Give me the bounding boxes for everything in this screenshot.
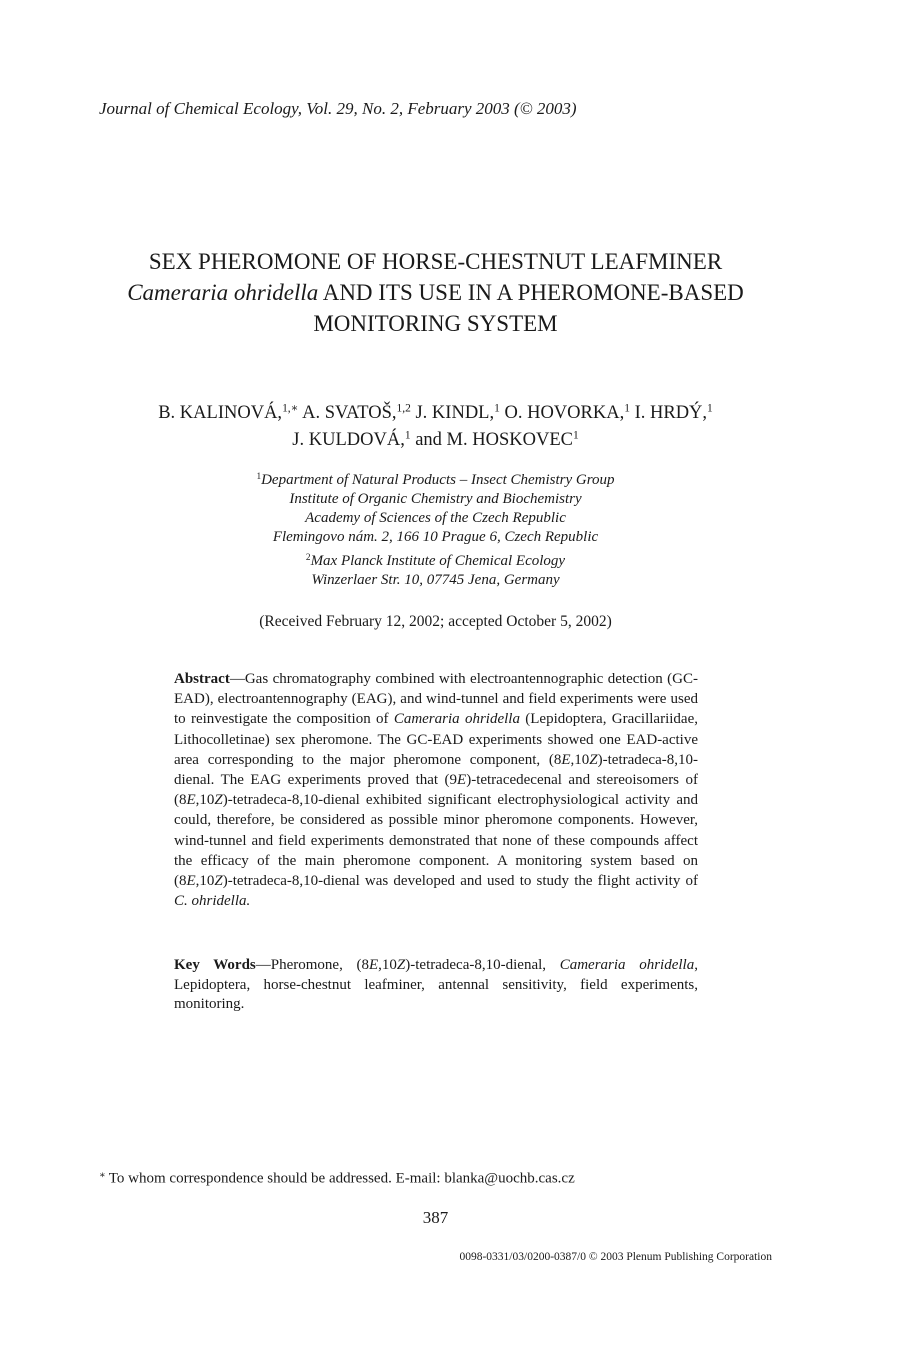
author-name: A. SVATOŠ, (302, 403, 397, 423)
species-name: C. ohridella. (174, 893, 251, 910)
title-line-2-rest: AND ITS USE IN A PHEROMONE-BASED (318, 280, 744, 305)
author-affil-mark: 1 (404, 429, 411, 442)
isomer-symbol: E (369, 957, 379, 973)
keywords-text: , Lepidoptera, horse-chestnut leafminer, antennal sensitivity, field experiments, monitoring. (174, 957, 698, 1012)
isomer-symbol: E (457, 772, 467, 789)
affiliation-text: Max Planck Institute of Chemical Ecology (310, 553, 566, 569)
author-affil-mark: 1 (494, 402, 500, 415)
journal-header: Journal of Chemical Ecology, Vol. 29, No. 2, February 2003 (© 2003) (99, 99, 577, 118)
affiliation-line: Institute of Organic Chemistry and Biochemistry (289, 491, 582, 507)
copyright-line: 0098-0331/03/0200-0387/0 © 2003 Plenum Publishing Corporation (459, 1251, 772, 1263)
abstract-text: )-tetradeca-8,10-dienal exhibited significant electrophysiological activity and could, therefore, be considered as possible minor pheromone components. However, wind-tunnel and field experiments demonstrated that none of these compounds affect the efficacy of the main pheromone component. A monitoring system based on (8 (174, 792, 698, 890)
abstract-text: )-tetradeca-8,10-dienal. The EAG experiments proved that (9 (174, 751, 698, 789)
author-affil-mark: 1 (707, 402, 713, 415)
affiliation-2 (0, 552, 871, 590)
abstract-text: ,10 (570, 751, 590, 768)
isomer-symbol: Z (214, 792, 223, 809)
affiliation-text: Department of Natural Products – Insect Chemistry Group (261, 472, 615, 488)
title-line-1: SEX PHEROMONE OF HORSE-CHESTNUT LEAFMINER (148, 249, 723, 274)
footnote-text: To whom correspondence should be addressed. E-mail: blanka@uochb.cas.cz (108, 1170, 575, 1187)
author-line-2 (0, 427, 871, 454)
author-name: J. KULDOVÁ, (292, 430, 405, 450)
correspondence-footnote (99, 1170, 575, 1188)
author-name: B. KALINOVÁ, (158, 403, 283, 423)
author-name: I. HRDÝ, (634, 403, 708, 423)
affiliation-line (0, 471, 871, 490)
author-line-1 (0, 400, 871, 427)
isomer-symbol: E (186, 873, 196, 890)
author-affil-mark: 1,∗ (282, 402, 299, 415)
keywords-label: Key Words (174, 957, 256, 973)
affiliation-line (0, 552, 871, 571)
abstract-text: ,10 (195, 873, 215, 890)
species-name: Cameraria ohridella (559, 957, 695, 973)
isomer-symbol: Z (589, 751, 598, 768)
affiliation-mark: 1 (256, 471, 262, 482)
keywords-text: )-tetradeca-8,10-dienal, (405, 957, 560, 973)
isomer-symbol: E (561, 751, 571, 768)
author-affil-mark: 1 (624, 402, 630, 415)
isomer-symbol: E (186, 792, 196, 809)
abstract-text: )-tetracedecenal and stereoisomers of (8 (174, 772, 698, 809)
author-affil-mark: 1 (572, 429, 579, 442)
author-name: O. HOVORKA, (504, 403, 625, 423)
author-name: and M. HOSKOVEC (415, 430, 573, 450)
title-line-2 (0, 277, 871, 308)
title-species: Cameraria ohridella (127, 280, 319, 305)
abstract-text: )-tetradeca-8,10-dienal was developed and used to study the flight activity of (222, 873, 698, 890)
affiliation-line: Academy of Sciences of the Czech Republic (305, 510, 566, 526)
isomer-symbol: Z (214, 873, 223, 890)
abstract-text: —Gas chromatography combined with electroantennographic detection (GC-EAD), electroantennography (EAG), and wind-tunnel and field experiments were used to reinvestigate the composition of (174, 671, 698, 728)
footnote-mark: ∗ (99, 1170, 106, 1181)
abstract-text: (Lepidoptera, Gracillariidae, Lithocolletinae) sex pheromone. The GC-EAD experiments showed one EAD-active area corresponding to the major pheromone component, (8 (174, 711, 698, 768)
affiliation-line: Winzerlaer Str. 10, 07745 Jena, Germany (311, 572, 560, 588)
abstract-text: ,10 (195, 792, 215, 809)
received-dates: (Received February 12, 2002; accepted October 5, 2002) (259, 613, 612, 630)
abstract-label: Abstract (174, 671, 230, 687)
author-affil-mark: 1,2 (396, 402, 411, 415)
title-line-3: MONITORING SYSTEM (313, 311, 558, 336)
keywords (174, 956, 698, 1015)
author-name: J. KINDL, (415, 403, 495, 423)
author-list (0, 400, 871, 454)
abstract (174, 669, 698, 911)
affiliation-mark: 2 (305, 552, 311, 563)
keywords-text: —Pheromone, (8 (255, 957, 369, 973)
keywords-text: ,10 (378, 957, 397, 973)
affiliation-line: Flemingovo nám. 2, 166 10 Prague 6, Czech Republic (272, 529, 599, 545)
affiliation-1 (0, 471, 871, 547)
article-title (0, 246, 871, 339)
isomer-symbol: Z (396, 957, 406, 973)
page-number: 387 (422, 1208, 449, 1227)
species-name: Cameraria ohridella (393, 711, 520, 728)
